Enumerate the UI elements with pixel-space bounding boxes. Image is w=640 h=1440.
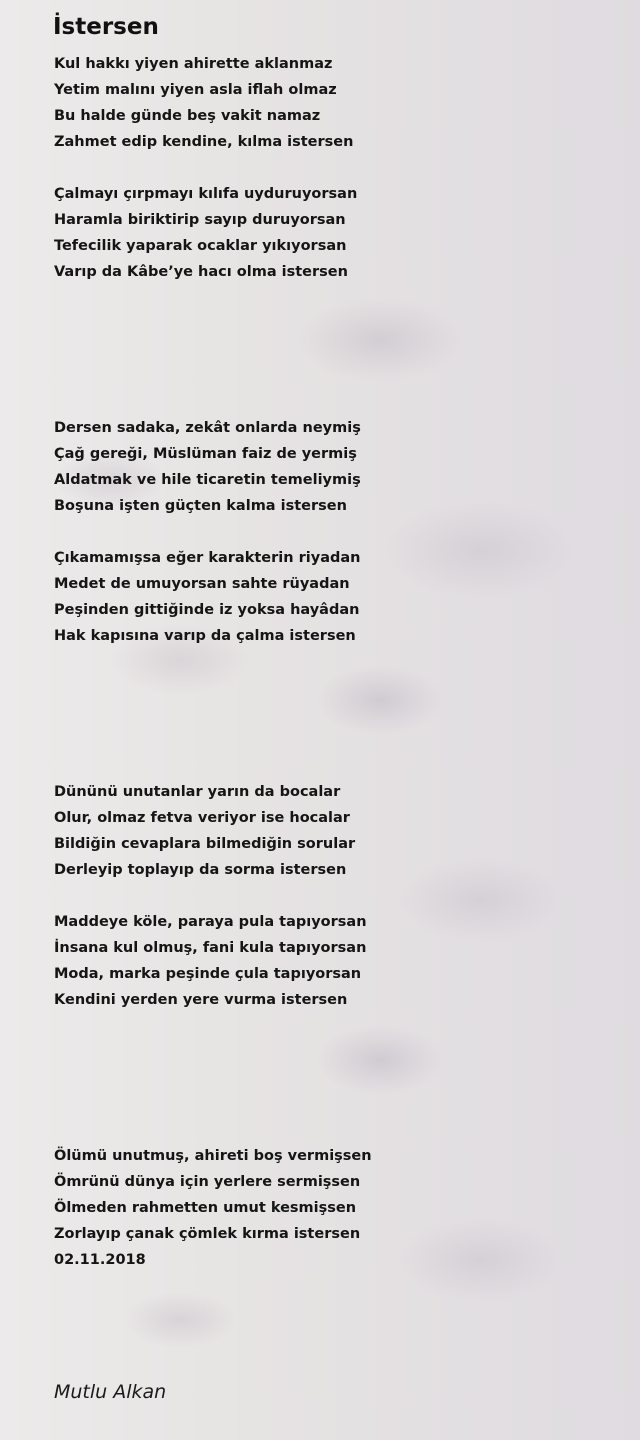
section-spacer	[54, 1013, 614, 1143]
poem-line: Olur, olmaz fetva veriyor ise hocalar	[54, 810, 350, 826]
poem-line: Dününü unutanlar yarın da bocalar	[54, 784, 341, 800]
stanza-spacer	[54, 155, 614, 181]
poem-line: Bildiğin cevaplara bilmediğin sorular	[54, 836, 356, 852]
stanza	[54, 545, 614, 649]
poem-line: Çıkamamışsa eğer karakterin riyadan	[54, 550, 361, 566]
poem-line: Zorlayıp çanak çömlek kırma istersen	[54, 1226, 361, 1242]
stanza-spacer	[54, 883, 614, 909]
poem-line: Moda, marka peşinde çula tapıyorsan	[54, 966, 362, 982]
poem-line: Ömrünü dünya için yerlere sermişsen	[54, 1174, 361, 1190]
poem-line: Haramla biriktirip sayıp duruyorsan	[54, 212, 346, 228]
poem-line: Maddeye köle, paraya pula tapıyorsan	[54, 914, 367, 930]
poem-line: Varıp da Kâbe’ye hacı olma istersen	[54, 264, 348, 280]
poem-line: Çağ gereği, Müslüman faiz de yermiş	[54, 446, 357, 462]
poem-line: Kul hakkı yiyen ahirette aklanmaz	[54, 56, 333, 72]
poem-line: Dersen sadaka, zekât onlarda neymiş	[54, 420, 361, 436]
section-spacer	[54, 285, 614, 415]
poem-line: Boşuna işten güçten kalma istersen	[54, 498, 347, 514]
stanza	[54, 51, 614, 155]
section-spacer	[54, 649, 614, 779]
poem-date: 02.11.2018	[54, 1252, 146, 1268]
poem-line: Ölümü unutmuş, ahireti boş vermişsen	[54, 1148, 372, 1164]
poem-line: Yetim malını yiyen asla iflah olmaz	[54, 82, 337, 98]
stanza	[54, 779, 614, 883]
poem-line: Ölmeden rahmetten umut kesmişsen	[54, 1200, 357, 1216]
poem-line: Peşinden gittiğinde iz yoksa hayâdan	[54, 602, 360, 618]
stanza	[54, 415, 614, 519]
stanza	[54, 181, 614, 285]
poem-body	[54, 51, 614, 1273]
poem-line: Bu halde günde beş vakit namaz	[54, 108, 321, 124]
poem-title: İstersen	[53, 14, 159, 40]
poem-line: Medet de umuyorsan sahte rüyadan	[54, 576, 350, 592]
poem-line: Zahmet edip kendine, kılma istersen	[54, 134, 354, 150]
poem-author: Mutlu Alkan	[54, 1381, 167, 1403]
poem-line: Kendini yerden yere vurma istersen	[54, 992, 348, 1008]
poem-line: İnsana kul olmuş, fani kula tapıyorsan	[54, 940, 367, 956]
stanza-spacer	[54, 519, 614, 545]
poem-line: Hak kapısına varıp da çalma istersen	[54, 628, 356, 644]
stanza	[54, 1143, 614, 1273]
stanza	[54, 909, 614, 1013]
poem-line: Derleyip toplayıp da sorma istersen	[54, 862, 347, 878]
poem-line: Tefecilik yaparak ocaklar yıkıyorsan	[54, 238, 347, 254]
poem-line: Çalmayı çırpmayı kılıfa uyduruyorsan	[54, 186, 358, 202]
poem-line: Aldatmak ve hile ticaretin temeliymiş	[54, 472, 361, 488]
